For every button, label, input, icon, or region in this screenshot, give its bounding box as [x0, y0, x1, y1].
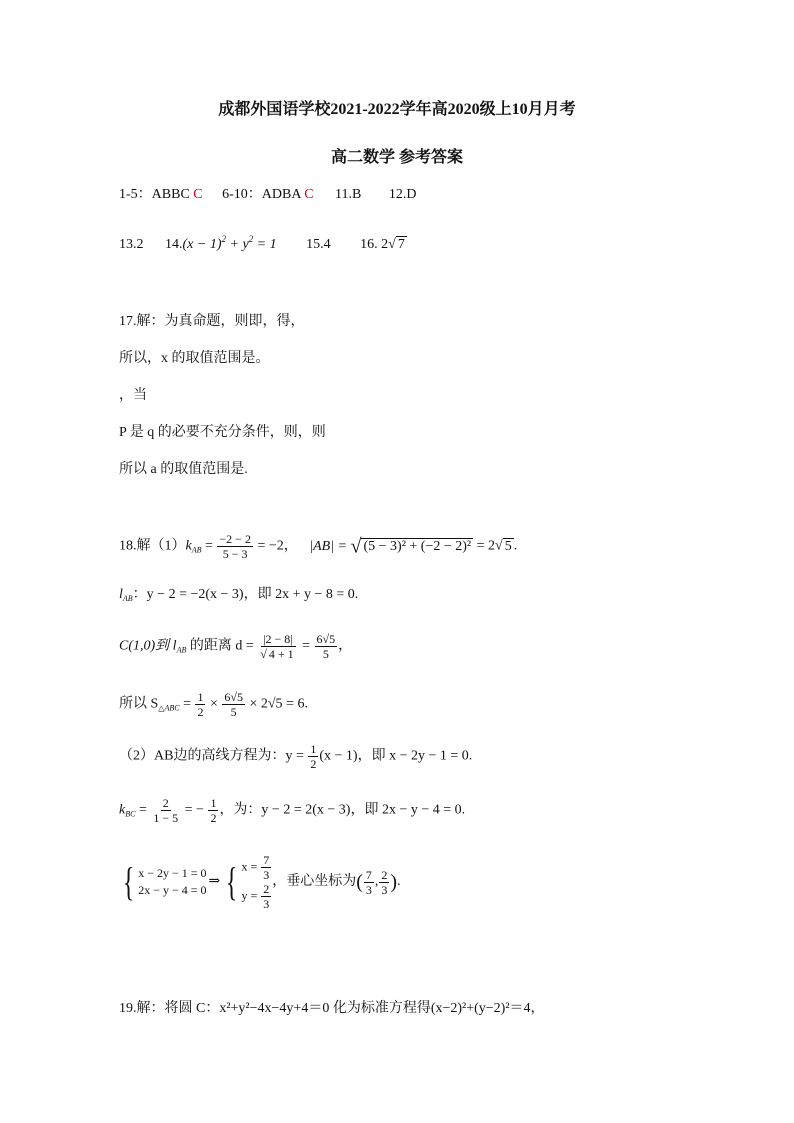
- answer-15: 15.4: [306, 237, 331, 252]
- answer-13: 13.2: [119, 237, 144, 252]
- q17-line-1: 17.解：为真命题，则即，得，: [119, 314, 305, 329]
- answer-16: 16. 2√ 7: [360, 237, 405, 252]
- document-title: 成都外国语学校2021-2022学年高2020级上10月月考: [218, 101, 576, 118]
- q17-line-2: 所以，x 的取值范围是。: [119, 351, 270, 366]
- answer-12: 12.D: [388, 187, 417, 202]
- answer-5-red: C: [193, 187, 203, 202]
- q18-line-1: 18.解$(1)k_{AB}$ = $\frac{-2 - 2}{5 - 3}$ = −2， |AB| = √ (5 − 3)² + (−2 − 2)² = 2√ 5 .: [119, 532, 518, 561]
- answer-1-5: 1-5：ABBC: [119, 187, 194, 202]
- q17-line-3: ，当: [119, 388, 147, 403]
- answer-11: 11.B: [335, 187, 362, 202]
- q17-line-5: 所以 a 的取值范围是.: [119, 462, 248, 477]
- answer-6-10: 6-10：ADBA: [222, 187, 305, 202]
- equation-system: x − 2y − 1 = 0 2x − y − 4 = 0: [138, 866, 207, 897]
- slope-fraction: $\frac{-2 - 2}{5 - 3}$: [219, 532, 251, 561]
- document-subtitle: 高二数学 参考答案: [330, 149, 463, 166]
- answers-row-2: [119, 230, 407, 254]
- q18-line-6: $k_{BC}$ = $\frac{2}{1 - 5}$ = − $\frac{1}{2}$ ，为：y − 2 = 2(x − 3)，即 2x − y − 4 = 0.: [119, 796, 466, 825]
- q18-line-3: C(1,0)到 $l_{AB}$ 的距离 d = $\frac{|2 - 8|}{√ 4 + 1}$ = $\frac{6√5}{5}$ ，: [119, 632, 353, 661]
- q17-line-4: P 是 q 的必要不充分条件，则，则: [119, 425, 326, 440]
- answer-14-label: 14.: [165, 237, 183, 252]
- q18-line-7: { x − 2y − 1 = 0 2x − y − 4 = 0 ⇒ { x = $\frac{7}{3}$ y = $\frac{2}{3}$ ，垂心坐标为 ( $\frac{7}{3}$ , $\frac{2}{3}$ ) .: [122, 853, 401, 911]
- answer-14-expr: $(x - 1)^2 + y^2 = 1$: [182, 234, 277, 252]
- q18-line-4: 所以 $S_{\triangle ABC}$ = $\frac{1}{2}$ × $\frac{6√5}{5}$ × 2√5 = 6.: [119, 690, 308, 719]
- answer-10-red: C: [304, 187, 314, 202]
- answers-row-1: [119, 186, 417, 204]
- q18-line-2: $l_{AB}$：y − 2 = −2(x − 3)，即 2x + y − 8 = 0.: [119, 587, 359, 603]
- q19-line-1: 19.解：将圆 C：x²+y²−4x−4y+4＝0 化为标准方程得(x−2)²+(y−2)²＝4，: [119, 1001, 545, 1016]
- q18-line-5: （2）AB边的高线方程为：y = $\frac{1}{2}$ (x − 1)，即 x − 2y − 1 = 0.: [119, 742, 473, 771]
- solution-system: x = $\frac{7}{3}$ y = $\frac{2}{3}$: [241, 853, 270, 911]
